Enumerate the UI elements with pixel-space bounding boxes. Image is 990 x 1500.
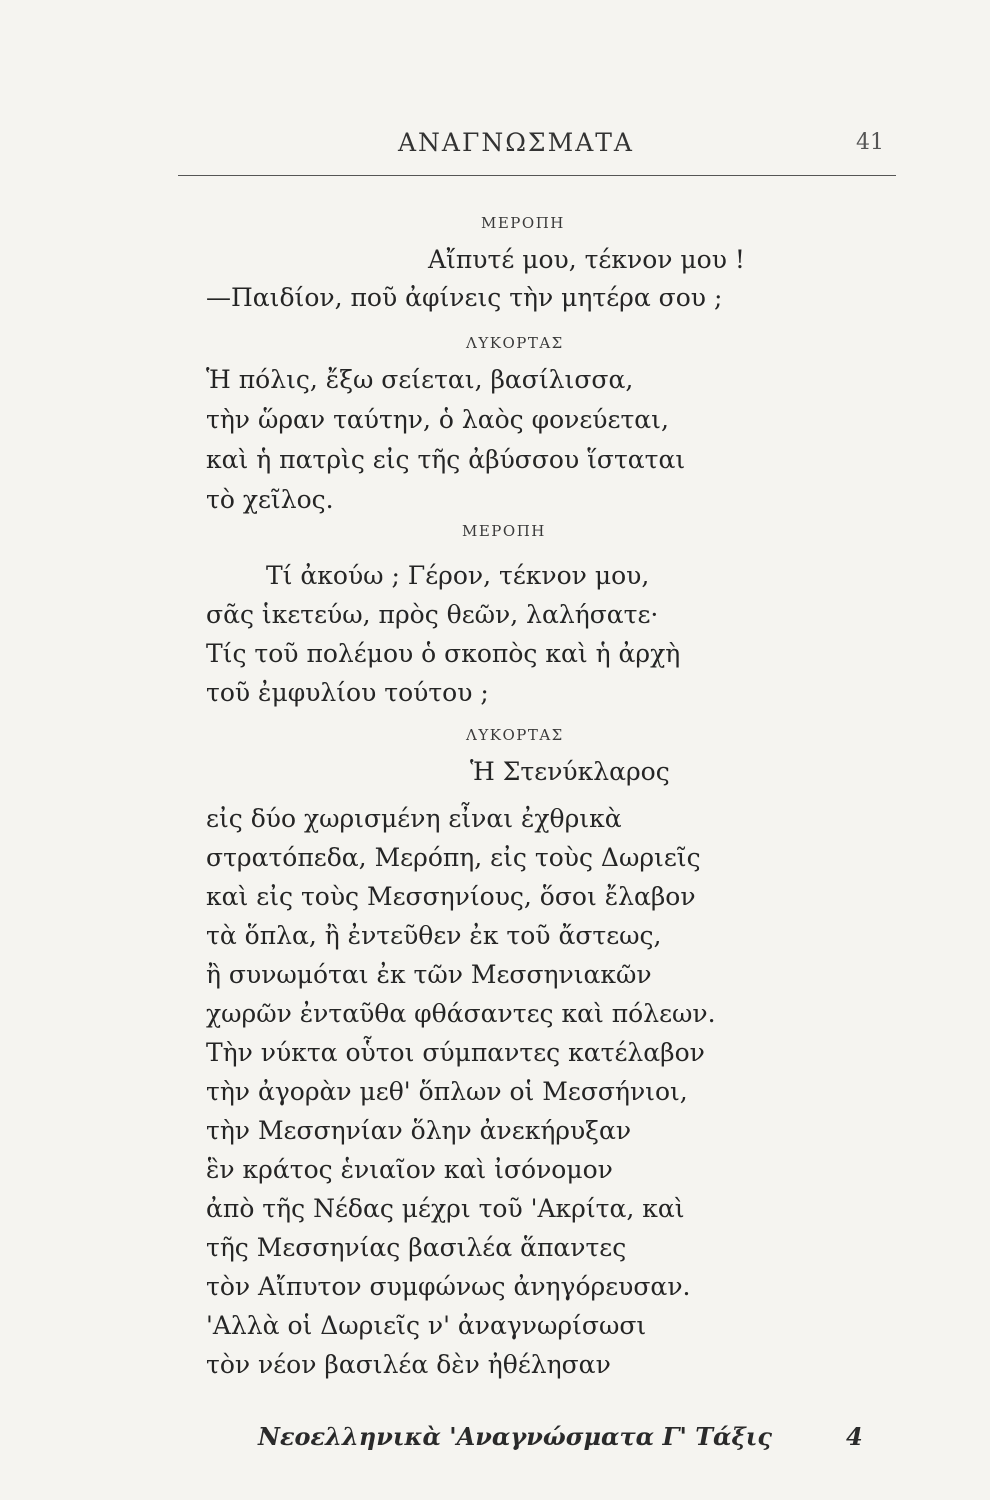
footer-signature-number: 4 — [846, 1422, 863, 1451]
verse-line: τὸν νέον βασιλέα δὲν ἠθέλησαν — [206, 1350, 611, 1379]
verse-line: εἰς δύο χωρισμένη εἶναι ἐχθρικὰ — [206, 804, 622, 833]
verse-line: τὰ ὅπλα, ἢ ἐντεῦθεν ἐκ τοῦ ἄστεως, — [206, 921, 662, 950]
speaker-label-lykortas: ΛΥΚΟΡΤΑΣ — [466, 334, 564, 352]
verse-line: Τὴν νύκτα οὗτοι σύμπαντες κατέλαβον — [206, 1038, 705, 1067]
verse-line: —Παιδίον, ποῦ ἀφίνεις τὴν μητέρα σου ; — [206, 283, 723, 312]
verse-line: Αἴπυτέ μου, τέκνον μου ! — [428, 245, 745, 274]
verse-line: Τί ἀκούω ; Γέρον, τέκνον μου, — [266, 561, 650, 590]
page-footer — [0, 1422, 990, 1462]
running-head — [0, 128, 990, 158]
verse-line: τὴν Μεσσηνίαν ὅλην ἀνεκήρυξαν — [206, 1116, 632, 1145]
verse-line: ἢ συνωμόται ἐκ τῶν Μεσσηνιακῶν — [206, 960, 652, 989]
footer-book-title: Νεοελληνικὰ 'Αναγνώσματα Γ' Τάξις — [258, 1422, 772, 1451]
verse-line: καὶ ἡ πατρὶς εἰς τῆς ἀβύσσου ἵσταται — [206, 445, 686, 474]
speaker-label-lykortas: ΛΥΚΟΡΤΑΣ — [466, 726, 564, 744]
verse-line: 'Αλλὰ οἱ Δωριεῖς ν' ἀναγνωρίσωσι — [206, 1311, 647, 1340]
speaker-label-merope: ΜΕΡΟΠΗ — [462, 522, 546, 540]
verse-line: Ἡ Στενύκλαρος — [470, 757, 670, 786]
speaker-label-merope: ΜΕΡΟΠΗ — [481, 214, 565, 232]
verse-line: τὸν Αἴπυτον συμφώνως ἀνηγόρευσαν. — [206, 1272, 691, 1301]
running-title: ΑΝΑΓΝΩΣΜΑΤΑ — [398, 128, 634, 157]
verse-line: ἓν κράτος ἑνιαῖον καὶ ἰσόνομον — [206, 1155, 613, 1184]
verse-line: τοῦ ἐμφυλίου τούτου ; — [206, 678, 489, 707]
header-rule — [178, 175, 896, 176]
verse-line: ἀπὸ τῆς Νέδας μέχρι τοῦ 'Ακρίτα, καὶ — [206, 1194, 685, 1223]
verse-line: στρατόπεδα, Μερόπη, εἰς τοὺς Δωριεῖς — [206, 843, 701, 872]
verse-line: χωρῶν ἐνταῦθα φθάσαντες καὶ πόλεων. — [206, 999, 716, 1028]
verse-line: σᾶς ἱκετεύω, πρὸς θεῶν, λαλήσατε· — [206, 600, 659, 629]
verse-line: τὴν ἀγορὰν μεθ' ὅπλων οἱ Μεσσήνιοι, — [206, 1077, 688, 1106]
verse-line: Ἡ πόλις, ἔξω σείεται, βασίλισσα, — [206, 365, 634, 394]
verse-line: τὴν ὥραν ταύτην, ὁ λαὸς φονεύεται, — [206, 405, 669, 434]
verse-line: τῆς Μεσσηνίας βασιλέα ἅπαντες — [206, 1233, 627, 1262]
verse-line: καὶ εἰς τοὺς Μεσσηνίους, ὅσοι ἔλαβον — [206, 882, 696, 911]
verse-line: Τίς τοῦ πολέμου ὁ σκοπὸς καὶ ἡ ἀρχὴ — [206, 639, 681, 668]
verse-line: τὸ χεῖλος. — [206, 485, 334, 514]
page-number: 41 — [856, 130, 884, 155]
